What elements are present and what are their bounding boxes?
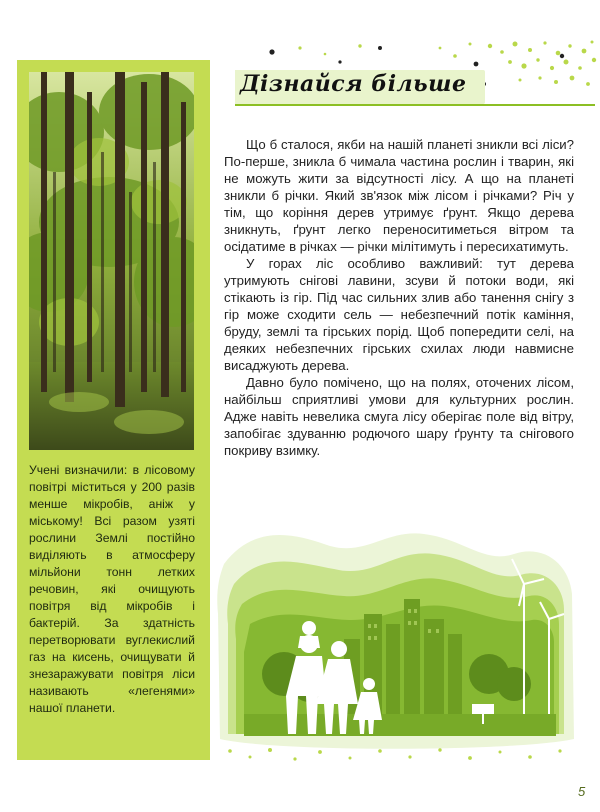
main-article — [224, 136, 574, 459]
eco-city-illustration — [214, 524, 578, 752]
decorative-dots-footer — [210, 745, 590, 765]
paragraph: Що б сталося, якби на нашій планеті зникли всі ліси? По-перше, зникла б чимала частина рослин і тварин, які не можуть жити за відсутності лісу. А що на планеті зникли б річки. Який зв'язок між лісом і річками? Річ у тім, що коріння дерев утримує ґрунт. Якщо дерева зникнуть, ґрунт легко переноситиметься вітром та осідатиме в річках — річки мілітимуть і пересихатимуть. — [224, 137, 574, 254]
forest-photo — [29, 72, 194, 450]
section-title: Дізнайся більше — [240, 71, 467, 97]
paragraph: Давно було помічено, що на полях, оточених лісом, найбільш сприятливі умови для культурних рослин. Адже навіть невелика смуга лісу оберігає поле від вітру, запобігає здуванню родючого шару ґрунту та снігового покриву взимку. — [224, 375, 574, 458]
sidebar-fact-text: Учені визначили: в лісовому повітрі міститься у 200 разів менше мікробів, аніж у міському! Всі разом узяті рослини Землі постійно виділяють в атмосферу мільйони тонн летких речовин, які очищують повітря від мікробів і бактерій. За здатність перетворювати вуглекислий газ на кисень, очищувати й знезаражувати повітря ліси називають «легенями» нашої планети. — [29, 463, 195, 715]
paragraph: У горах ліс особливо важливий: тут дерева утримують снігові лавини, зсуви й потоки води, які стікають із гір. Під час сильних злив або танення снігу з гір може сходити сель — небезпечний потік каміння, бруду, землі та гірських порід. Щоб попередити селі, на деяких небезпечних гірських схилах люди навмисне висаджують дерева. — [224, 256, 574, 373]
header-underline — [235, 104, 595, 106]
page-number: 5 — [578, 784, 586, 799]
